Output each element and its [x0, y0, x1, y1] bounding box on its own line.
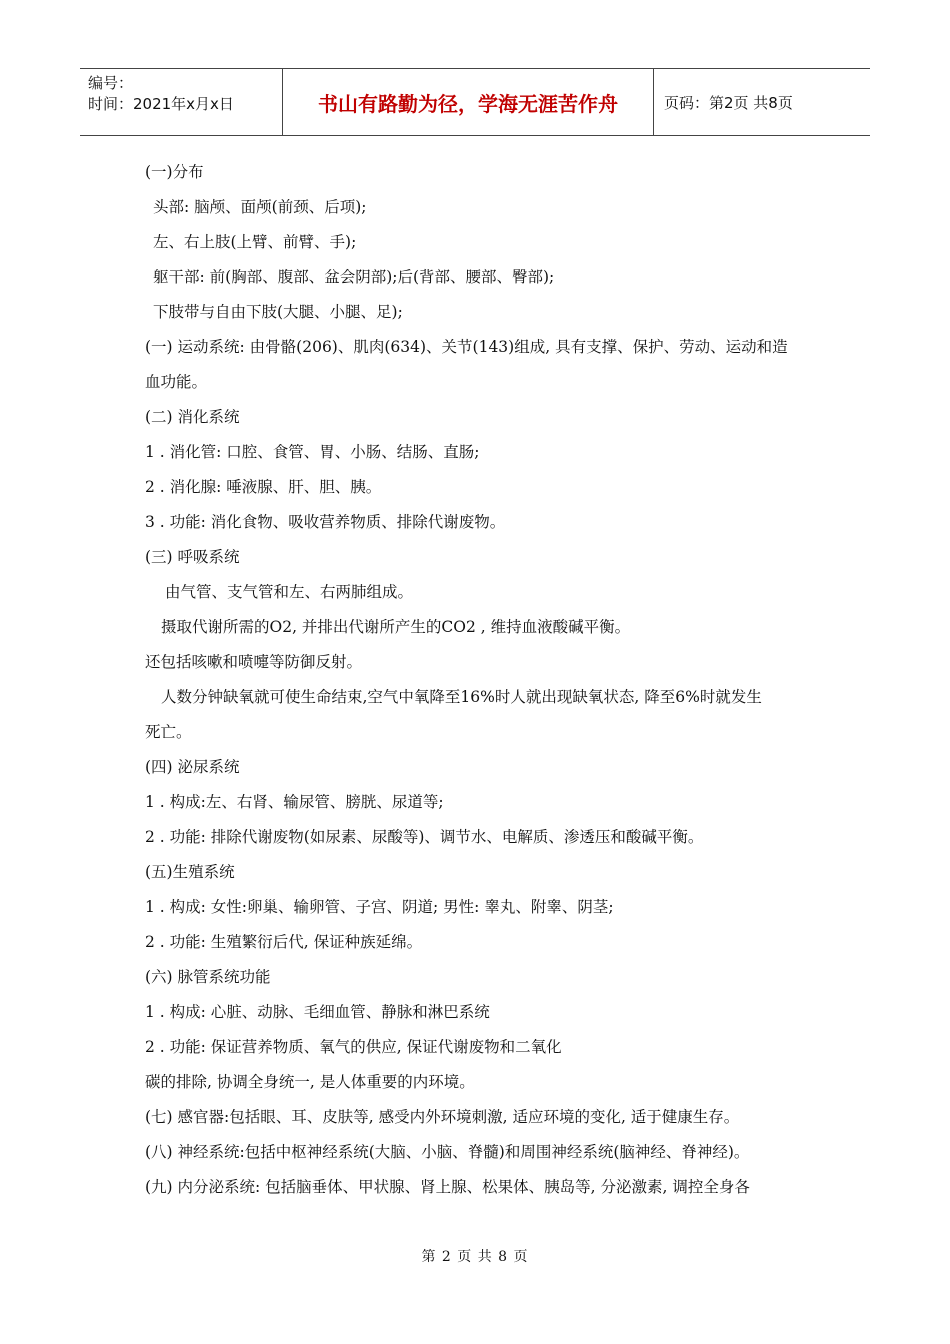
body-line: 头部: 脑颅、面颅(前颈、后项);	[153, 198, 367, 216]
body-line: 3 . 功能: 消化食物、吸收营养物质、排除代谢废物。	[145, 513, 506, 531]
document-date-label: 时间：2021年x月x日	[88, 95, 234, 113]
header-motto: 书山有路勤为径，学海无涯苦作舟	[282, 69, 654, 135]
body-line: 1 . 构成: 心脏、动脉、毛细血管、静脉和淋巴系统	[145, 1003, 490, 1021]
body-line: 2 . 功能: 排除代谢废物(如尿素、尿酸等)、调节水、电解质、渗透压和酸碱平衡。	[145, 828, 704, 846]
header-meta	[80, 69, 282, 135]
document-body	[145, 160, 815, 1210]
body-line: (一) 运动系统: 由骨骼(206)、肌肉(634)、关节(143)组成, 具有支撑、保护、劳动、运动和造	[145, 338, 788, 356]
body-line: (九) 内分泌系统: 包括脑垂体、甲状腺、肾上腺、松果体、胰岛等, 分泌激素, 调控全身各	[145, 1178, 750, 1196]
body-line: 碳的排除, 协调全身统一, 是人体重要的内环境。	[145, 1073, 475, 1091]
body-line: 还包括咳嗽和喷嚏等防御反射。	[145, 653, 363, 671]
section-heading: (五)生殖系统	[145, 863, 235, 881]
body-line: 摄取代谢所需的O2, 并排出代谢所产生的CO2 , 维持血液酸碱平衡。	[161, 618, 631, 636]
document-number-label: 编号：	[88, 74, 134, 92]
section-heading: (一)分布	[145, 163, 204, 181]
section-heading: (四) 泌尿系统	[145, 758, 240, 776]
page-header	[80, 68, 870, 136]
header-page-label: 页码：第2页 共8页	[664, 93, 793, 112]
body-line: 2 . 功能: 生殖繁衍后代, 保证种族延绵。	[145, 933, 423, 951]
body-line: 由气管、支气管和左、右两肺组成。	[165, 583, 414, 601]
section-heading: (三) 呼吸系统	[145, 548, 240, 566]
body-line: (七) 感官器:包括眼、耳、皮肤等, 感受内外环境刺激, 适应环境的变化, 适于健康生存。	[145, 1108, 740, 1126]
body-line: 2 . 功能: 保证营养物质、氧气的供应, 保证代谢废物和二氧化	[145, 1038, 562, 1056]
body-line: 2 . 消化腺: 唾液腺、肝、胆、胰。	[145, 478, 382, 496]
page-footer: 第 2 页 共 8 页	[421, 1249, 529, 1265]
body-line: (八) 神经系统:包括中枢神经系统(大脑、小脑、脊髓)和周围神经系统(脑神经、脊神经)。	[145, 1143, 750, 1161]
section-heading: (六) 脉管系统功能	[145, 968, 271, 986]
body-line: 下肢带与自由下肢(大腿、小腿、足);	[153, 303, 403, 321]
section-heading: (二) 消化系统	[145, 408, 240, 426]
body-line: 躯干部: 前(胸部、腹部、盆会阴部);后(背部、腰部、臀部);	[153, 268, 555, 286]
body-line: 1 . 构成:左、右肾、输尿管、膀胱、尿道等;	[145, 793, 444, 811]
body-line: 左、右上肢(上臂、前臂、手);	[153, 233, 357, 251]
body-line: 1 . 消化管: 口腔、食管、胃、小肠、结肠、直肠;	[145, 443, 480, 461]
body-line: 死亡。	[145, 723, 192, 741]
body-line: 1 . 构成: 女性:卵巢、输卵管、子宫、阴道; 男性: 睾丸、附睾、阴茎;	[145, 898, 614, 916]
body-line: 人数分钟缺氧就可使生命结束,空气中氧降至16%时人就出现缺氧状态, 降至6%时就发生	[161, 688, 762, 706]
body-line: 血功能。	[145, 373, 208, 391]
